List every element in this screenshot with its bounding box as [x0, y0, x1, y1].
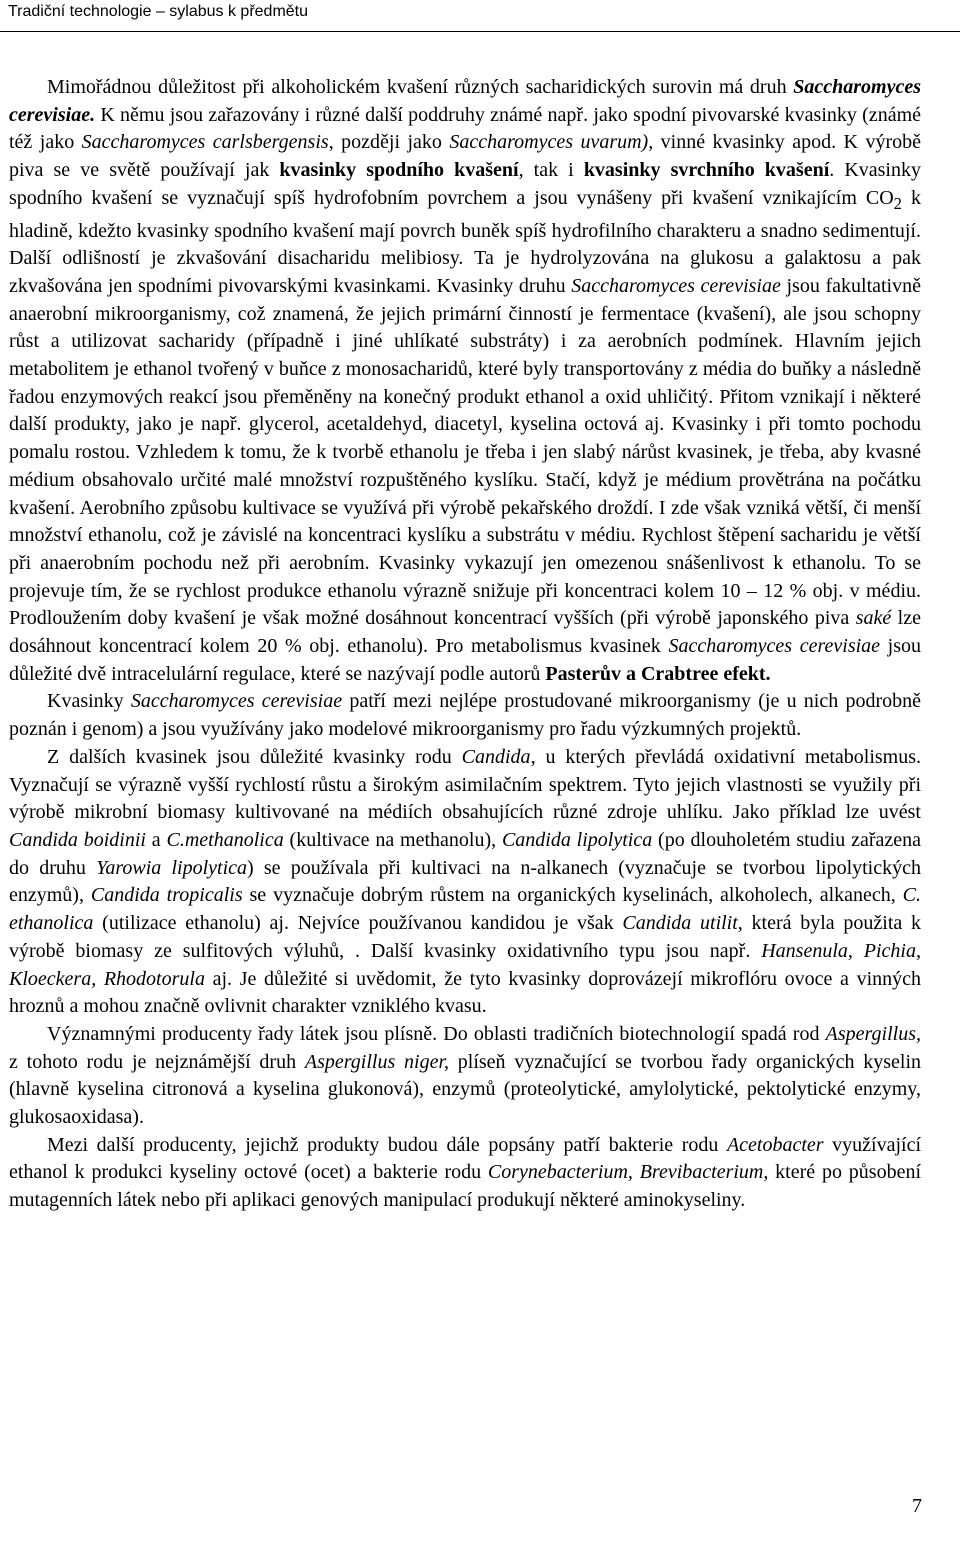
document-body: [9, 74, 921, 1215]
text-run: Mimořádnou důležitost při alkoholickém kvašení různých sacharidických surovin má druh: [47, 76, 794, 98]
text-run: , u kterých převládá oxidativní metabolismus. Vyznačují se výrazně vyšší rychlostí růstu a širokým asimilačním spektrem. Tyto jejich vlastnosti se využily při výrobě mikrobní biomasy kultivované na médiích obsahujících různé zdroje uhlíku. Jako příklad lze uvést: [9, 745, 921, 824]
species-name: Candida lipolytica: [501, 828, 653, 851]
species-name: Candida utilit,: [622, 912, 743, 935]
paragraph-bacteria: [9, 1132, 921, 1215]
species-name: Saccharomyces cerevisiae: [130, 690, 343, 713]
species-name: Acetobacter: [726, 1133, 824, 1156]
species-name: Saccharomyces uvarum),: [449, 131, 654, 154]
text-run: aj. Je důležité si uvědomit, že tyto kvasinky doprovázejí mikroflóru ovoce a vinných hroznů a mohou značně ovlivnit charakter vzniklého kvasu.: [9, 967, 921, 1018]
bold-term: Pasterův a Crabtree efekt.: [545, 662, 771, 685]
text-run: Kvasinky: [47, 690, 131, 713]
text-run: Významnými producenty řady látek jsou plísně. Do oblasti tradičních biotechnologií spadá rod: [47, 1022, 826, 1045]
text-run: jsou fakultativně anaerobní mikroorganismy, což znamená, že jejich primární činností je fermentace (kvašení), ale jsou schopny růst a utilizovat sacharidy (případně i jiné uhlíkaté substráty) i za aerobních podmínek. Hlavním jejich metabolitem je ethanol tvořený v buňce z monosacharidů, které byly transportovány z média do buňky a následně řadou enzymových reakcí jsou přeměněny na konečný produkt ethanol a oxid uhličitý. Přitom vznikají i některé další produkty, jako je např. glycerol, acetaldehyd, diacetyl, kyselina octová aj. Kvasinky i při tomto pochodu pomalu rostou. Vzhledem k tomu, že k tvorbě ethanolu je třeba i jen slabý nárůst kvasinek, je třeba, aby kvasné médium obsahovalo určité malé množství rozpuštěného kyslíku. Stačí, když je médium provětrána na počátku kvašení. Aerobního způsobu kultivace se využívá při výrobě pekařského droždí. I zde však vzniká větší, či menší množství ethanolu, což je závislé na koncentraci kyslíku a substrátu v médiu. Rychlost štěpení sacharidu je větší při anaerobním pochodu než při aerobním. Kvasinky vykazují jen omezenou snášenlivost k ethanolu. To se projevuje tím, že se rychlost produkce ethanolu výrazně snižuje při koncentraci kolem 10 – 12 % obj. v médiu. Prodloužením doby kvašení je však možné dosáhnout koncentrací vyšších (při výrobě japonského piva: [9, 274, 921, 630]
bold-term: kvasinky svrchního kvašení: [583, 159, 830, 182]
species-name: Hansenula, Pichia, Kloeckera, Rhodotorula: [9, 939, 921, 990]
text-run: z tohoto rodu je nejznámější druh: [9, 1050, 305, 1073]
species-name: Candida tropicalis: [90, 884, 243, 907]
page-number: 7: [912, 1495, 922, 1517]
species-name: C. ethanolica: [9, 884, 921, 935]
italic-term: saké: [855, 607, 892, 630]
bold-term: kvasinky spodního kvašení: [279, 159, 519, 182]
species-name: Saccharomyces cerevisiae.: [9, 76, 921, 126]
text-run: lze dosáhnout koncentrací kolem 20 % obj. ethanolu). Pro metabolismus kvasinek: [9, 607, 921, 658]
text-run: vinné kvasinky apod. K výrobě piva se ve světě používají jak: [9, 131, 921, 182]
header-title: Tradiční technologie – sylabus k předmětu: [8, 3, 309, 20]
text-run: patří mezi nejlépe prostudované mikroorganismy (je u nich podrobně poznán i genom) a jsou využívány jako modelové mikroorganismy pro řadu výzkumných projektů.: [9, 690, 921, 741]
text-run: (po dlouholetém studiu zařazena do druhu: [9, 828, 921, 879]
text-run: (utilizace ethanolu) aj. Nejvíce používanou kandidou je však: [93, 912, 623, 935]
paragraph-saccharomyces: [9, 74, 921, 688]
subscript: 2: [893, 193, 902, 213]
text-run: k hladině, kdežto kvasinky spodního kvašení mají povrch buněk spíš hydrofilního charakteru a snadno sedimentují. Další odlišností je zkvašování disacharidu melibiosy. Ta je hydrolyzována na glukosu a galaktosu a pak zkvašována jen spodními pivovarskými kvasinkami. Kvasinky druhu: [9, 186, 921, 297]
page-header: [0, 0, 960, 32]
species-name: Yarowia lipolytica: [96, 856, 248, 879]
text-run: K němu jsou zařazovány i různé další poddruhy známé např. jako spodní pivovarské kvasinky (známé též jako: [9, 103, 921, 154]
text-run: , později jako: [328, 131, 450, 154]
text-run: Z dalších kvasinek jsou důležité kvasinky rodu: [47, 745, 462, 768]
text-run: plíseň vyznačující se tvorbou řady organických kyselin (hlavně kyselina citronová a kyselina glukonová), enzymů (proteolytické, amylolytické, pektolytické enzymy, glukosaoxidasa).: [9, 1050, 922, 1129]
text-run: ) se používala při kultivaci na n-alkanech (vyznačuje se tvorbou lipolytických enzymů),: [9, 856, 921, 907]
text-run: a: [145, 828, 167, 851]
species-name: Saccharomyces carlsbergensis: [81, 131, 329, 154]
text-run: která byla použita k výrobě biomasy ze sulfitových výluhů, . Další kvasinky oxidativního typu jsou např.: [9, 912, 921, 962]
species-name: Saccharomyces cerevisiae: [571, 274, 781, 297]
species-name: Candida boidinii: [9, 828, 146, 851]
species-name: Candida: [461, 745, 531, 768]
text-run: , tak i: [518, 159, 584, 182]
paragraph-molds: [9, 1021, 921, 1132]
species-name: Corynebacterium, Brevibacterium: [487, 1161, 764, 1184]
text-run: (kultivace na methanolu),: [283, 828, 502, 851]
species-name: C.methanolica: [166, 828, 284, 851]
species-name: Saccharomyces cerevisiae: [668, 635, 881, 658]
text-run: Mezi další producenty, jejichž produkty budou dále popsány patří bakterie rodu: [47, 1133, 727, 1156]
text-run: . Kvasinky spodního kvašení se vyznačují spíš hydrofobním povrchem a jsou vynášeny při kvašení vznikajícím CO: [9, 159, 921, 209]
paragraph-model-organism: [9, 688, 921, 743]
paragraph-candida: [9, 744, 921, 1021]
text-run: , které po působení mutagenních látek nebo při aplikaci genových manipulací produkují některé aminokyseliny.: [9, 1161, 921, 1212]
text-run: využívající ethanol k produkci kyseliny octové (ocet) a bakterie rodu: [9, 1133, 921, 1184]
species-name: Aspergillus,: [825, 1022, 921, 1045]
text-run: se vyznačuje dobrým růstem na organických kyselinách, alkoholech, alkanech,: [242, 884, 903, 907]
species-name: Aspergillus niger,: [304, 1050, 450, 1073]
text-run: jsou důležité dvě intracelulární regulace, které se nazývají podle autorů: [9, 635, 922, 685]
